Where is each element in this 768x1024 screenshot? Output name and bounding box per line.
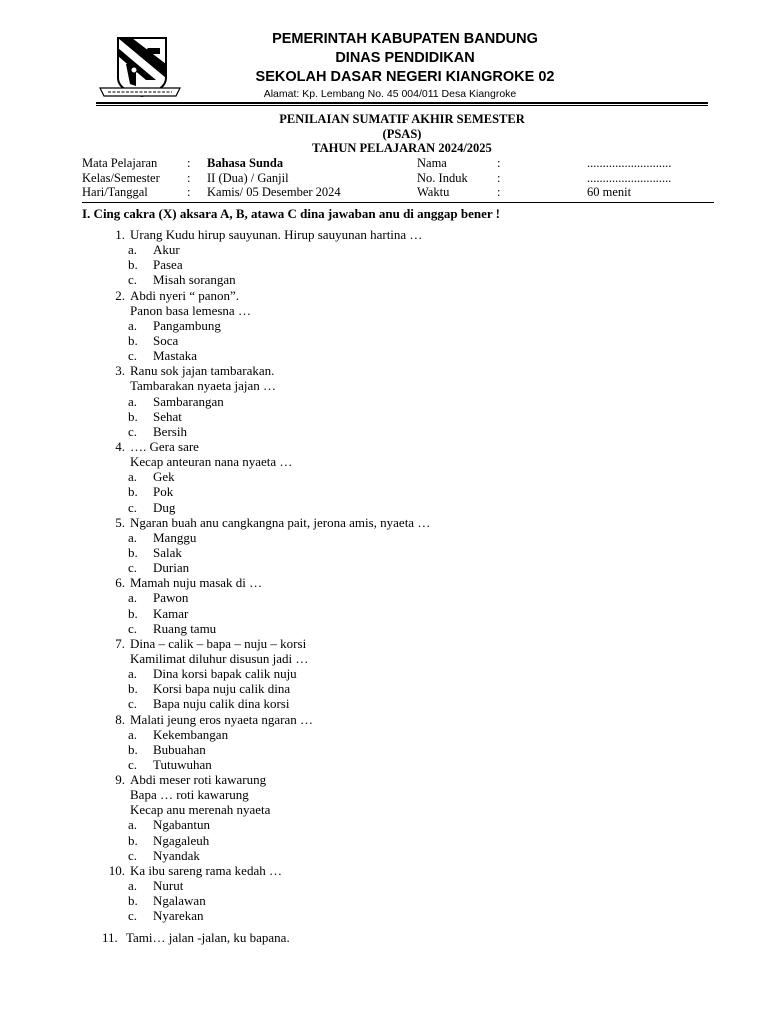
option-text: Sambarangan [153, 393, 224, 409]
option-text: Tutuwuhan [153, 756, 212, 772]
question-text: …. Gera sare [130, 438, 199, 454]
question-item [82, 227, 702, 288]
option-letter: b. [128, 893, 138, 909]
option-text: Pawon [153, 590, 189, 606]
question-line [82, 288, 702, 303]
question-number: 5. [115, 514, 125, 530]
question-text: Urang Kudu hirup sauyunan. Hirup sauyunan hartina … [130, 227, 423, 242]
option-letter: b. [128, 832, 138, 848]
option-text: Ngalawan [153, 893, 206, 909]
question-text: Ngaran buah anu cangkangna pait, jerona amis, nyaeta … [130, 514, 431, 530]
question-number: 2. [115, 287, 125, 303]
student-number-field[interactable]: ........................... [587, 170, 672, 185]
option-text: Nyandak [153, 847, 200, 863]
question-number: 8. [115, 711, 125, 727]
answer-option[interactable] [82, 757, 702, 772]
question-number: 11. [102, 930, 118, 945]
option-text: Pangambung [153, 317, 221, 333]
option-letter: b. [128, 332, 138, 348]
option-letter: a. [128, 878, 138, 894]
answer-option[interactable] [82, 666, 702, 681]
question-line [82, 515, 702, 530]
option-letter: a. [128, 529, 138, 545]
identity-duration: 60 menit [587, 185, 632, 199]
answer-option[interactable] [82, 424, 702, 439]
option-letter: a. [128, 393, 138, 409]
option-text: Korsi bapa nuju calik dina [153, 681, 291, 697]
option-letter: a. [128, 666, 138, 682]
option-text: Dina korsi bapak calik nuju [153, 666, 297, 682]
question-line [82, 378, 702, 393]
answer-option[interactable] [82, 590, 702, 605]
question-line [82, 772, 702, 787]
question-line [82, 363, 702, 378]
question-line [82, 303, 702, 318]
answer-option[interactable] [82, 908, 702, 923]
question-number: 1. [115, 227, 125, 242]
question-item [82, 515, 702, 576]
option-text: Sehat [153, 408, 182, 424]
question-text: Ranu sok jajan tambarakan. [130, 363, 275, 379]
identity-row [82, 185, 712, 200]
identity-table [82, 156, 712, 200]
identity-divider [82, 202, 714, 203]
option-text: Durian [153, 560, 190, 576]
option-text: Nurut [153, 878, 184, 894]
option-letter: b. [128, 605, 138, 621]
answer-option[interactable] [82, 833, 702, 848]
answer-option[interactable] [82, 727, 702, 742]
option-text: Gek [153, 469, 175, 485]
answer-option[interactable] [82, 530, 702, 545]
identity-label: Nama [417, 156, 447, 170]
option-text: Pasea [153, 257, 183, 273]
exam-title [96, 112, 708, 156]
option-letter: a. [128, 469, 138, 485]
option-text: Kamar [153, 605, 189, 621]
question-text: Kamilimat diluhur disusun jadi … [130, 650, 309, 666]
question-text: Malati jeung eros nyaeta ngaran … [130, 711, 314, 727]
question-text: Mamah nuju masak di … [130, 575, 263, 591]
letterhead-divider-thin [96, 105, 708, 106]
option-letter: c. [128, 348, 138, 364]
option-letter: c. [128, 620, 138, 636]
option-text: Dug [153, 499, 176, 515]
question-number: 3. [115, 363, 125, 379]
identity-sep: : [187, 156, 191, 170]
identity-sep: : [497, 156, 501, 170]
question-text: Abdi nyeri “ panon”. [130, 287, 240, 303]
question-item [82, 439, 702, 515]
identity-sep: : [187, 170, 191, 185]
question-item [82, 863, 702, 924]
question-number: 9. [115, 772, 125, 788]
question-text: Abdi meser roti kawarung [130, 772, 267, 788]
identity-row [82, 156, 712, 171]
exam-title-line3: TAHUN PELAJARAN 2024/2025 [312, 141, 492, 155]
answer-option[interactable] [82, 848, 702, 863]
option-text: Ngabantun [153, 817, 211, 833]
question-number: 7. [115, 635, 125, 651]
answer-option[interactable] [82, 469, 702, 484]
option-letter: b. [128, 257, 138, 273]
question-item [82, 636, 702, 712]
option-letter: b. [128, 681, 138, 697]
identity-sep: : [497, 170, 501, 185]
question-item [82, 712, 702, 773]
exam-title-line2: (PSAS) [382, 126, 422, 141]
question-text: Tambarakan nyaeta jajan … [130, 378, 276, 394]
question-item [82, 363, 702, 439]
letterhead-department: DINAS PENDIDIKAN [335, 50, 475, 66]
question-number: 10. [108, 862, 125, 878]
answer-option[interactable] [82, 742, 702, 757]
option-text: Kekembangan [153, 726, 229, 742]
answer-option[interactable] [82, 500, 702, 515]
answer-option[interactable] [82, 545, 702, 560]
name-field[interactable]: ........................... [587, 156, 672, 170]
letterhead-address: Alamat: Kp. Lembang No. 45 004/011 Desa Kiangroke [263, 88, 517, 100]
identity-sep: : [187, 185, 191, 199]
letterhead-government: PEMERINTAH KABUPATEN BANDUNG [272, 31, 538, 47]
answer-option[interactable] [82, 606, 702, 621]
identity-row [82, 171, 712, 186]
question-line [82, 802, 702, 817]
identity-label: Waktu [417, 185, 450, 199]
question-line [82, 787, 702, 802]
question-item [82, 288, 702, 364]
answer-option[interactable] [82, 681, 702, 696]
option-letter: c. [128, 696, 138, 712]
option-text: Bersih [153, 423, 187, 439]
option-letter: b. [128, 408, 138, 424]
option-letter: a. [128, 242, 138, 258]
option-letter: a. [128, 317, 138, 333]
option-letter: a. [128, 817, 138, 833]
option-letter: c. [128, 560, 138, 576]
identity-label: No. Induk [417, 170, 468, 185]
question-text: Tami… jalan -jalan, ku bapana. [126, 930, 290, 945]
question-number: 6. [115, 575, 125, 591]
identity-subject: Bahasa Sunda [207, 156, 284, 170]
option-letter: a. [128, 726, 138, 742]
identity-label: Mata Pelajaran [82, 156, 158, 170]
option-letter: c. [128, 423, 138, 439]
answer-option[interactable] [82, 878, 702, 893]
identity-label: Kelas/Semester [82, 170, 160, 185]
question-text: Ka ibu sareng rama kedah … [130, 862, 282, 878]
option-text: Nyarekan [153, 908, 204, 924]
option-letter: c. [128, 272, 138, 288]
question-line [82, 863, 702, 878]
option-text: Pok [153, 484, 174, 500]
question-number: 4. [115, 438, 125, 454]
identity-label: Hari/Tanggal [82, 185, 148, 199]
question-line [82, 227, 702, 242]
option-letter: c. [128, 847, 138, 863]
question-text: Bapa … roti kawarung [130, 787, 249, 803]
answer-option[interactable] [82, 394, 702, 409]
answer-option[interactable] [82, 484, 702, 499]
option-text: Mastaka [153, 348, 198, 364]
option-letter: b. [128, 544, 138, 560]
answer-option[interactable] [82, 272, 702, 287]
answer-option[interactable] [82, 333, 702, 348]
option-text: Akur [153, 242, 180, 258]
section-instruction: I. Cing cakra (X) aksara A, B, atawa C dina jawaban anu di anggap bener ! [82, 206, 500, 221]
option-text: Bapa nuju calik dina korsi [153, 696, 290, 712]
answer-option[interactable] [82, 348, 702, 363]
option-text: Ngagaleuh [153, 832, 210, 848]
answer-option[interactable] [82, 409, 702, 424]
answer-option[interactable] [82, 257, 702, 272]
answer-option[interactable] [82, 893, 702, 908]
question-line [82, 651, 702, 666]
question-text: Panon basa lemesna … [130, 302, 251, 318]
answer-option[interactable] [82, 318, 702, 333]
option-letter: c. [128, 908, 138, 924]
question-text: Kecap anu merenah nyaeta [130, 802, 271, 818]
option-text: Manggu [153, 529, 197, 545]
question-list [82, 227, 702, 923]
question-item [82, 772, 702, 863]
identity-class: II (Dua) / Ganjil [207, 170, 289, 185]
question-text: Kecap anteuran nana nyaeta … [130, 454, 293, 470]
option-text: Salak [153, 544, 182, 560]
answer-option[interactable] [82, 560, 702, 575]
option-text: Bubuahan [153, 741, 206, 757]
letterhead [200, 30, 610, 101]
option-letter: c. [128, 499, 138, 515]
answer-option[interactable] [82, 817, 702, 832]
exam-title-line1: PENILAIAN SUMATIF AKHIR SEMESTER [279, 112, 525, 126]
question-line [82, 575, 702, 590]
option-text: Misah sorangan [153, 272, 236, 288]
option-letter: b. [128, 484, 138, 500]
option-letter: b. [128, 741, 138, 757]
option-text: Ruang tamu [153, 620, 217, 636]
letterhead-divider [96, 102, 708, 104]
question-line [82, 712, 702, 727]
answer-option[interactable] [82, 696, 702, 711]
letterhead-school: SEKOLAH DASAR NEGERI KIANGROKE 02 [255, 69, 555, 85]
option-text: Soca [153, 332, 179, 348]
question-item [82, 575, 702, 636]
question-line [82, 636, 702, 651]
answer-option[interactable] [82, 242, 702, 257]
question-line [82, 439, 702, 454]
option-letter: a. [128, 590, 138, 606]
answer-option[interactable] [82, 621, 702, 636]
identity-sep: : [497, 185, 501, 199]
question-text: Dina – calik – bapa – nuju – korsi [130, 635, 307, 651]
question-line [82, 454, 702, 469]
option-letter: c. [128, 756, 138, 772]
identity-date: Kamis/ 05 Desember 2024 [207, 185, 341, 199]
